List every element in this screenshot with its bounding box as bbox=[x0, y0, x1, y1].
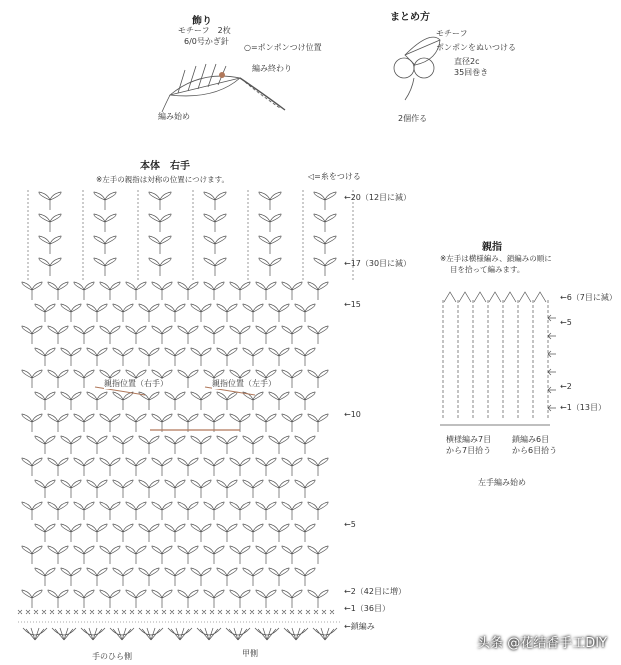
stitch-mark bbox=[308, 590, 328, 608]
stitch-mark bbox=[39, 214, 61, 232]
stitch-mark bbox=[139, 628, 163, 640]
stitch-mark bbox=[269, 348, 289, 366]
stitch-mark bbox=[191, 524, 211, 542]
stitch-mark bbox=[230, 546, 250, 564]
stitch-mark bbox=[243, 480, 263, 498]
stitch-mark bbox=[548, 315, 556, 321]
stitch-mark bbox=[226, 628, 250, 640]
stitch-mark bbox=[178, 326, 198, 344]
assembly-pompom-sew: ポンポンをぬいつける bbox=[436, 43, 516, 52]
stitch-mark bbox=[259, 236, 281, 254]
stitch-mark bbox=[35, 436, 55, 454]
thumb-start: 左手編み始め bbox=[478, 478, 526, 487]
stitch-mark bbox=[126, 282, 146, 300]
stitch-mark bbox=[152, 502, 172, 520]
stitch-mark bbox=[48, 282, 68, 300]
stitch-mark bbox=[35, 480, 55, 498]
stitch-mark bbox=[113, 348, 133, 366]
stitch-mark bbox=[269, 480, 289, 498]
stitch-mark bbox=[313, 628, 337, 640]
stitch-mark bbox=[230, 590, 250, 608]
stitch-mark bbox=[230, 282, 250, 300]
row-label-17: ←17（30目に減） bbox=[344, 259, 412, 268]
stitch-mark bbox=[113, 436, 133, 454]
stitch-mark bbox=[22, 546, 42, 564]
stitch-mark bbox=[204, 282, 224, 300]
stitch-mark bbox=[74, 590, 94, 608]
stitch-mark bbox=[48, 414, 68, 432]
stitch-mark bbox=[474, 292, 486, 302]
stitch-mark bbox=[191, 568, 211, 586]
stitch-mark bbox=[152, 282, 172, 300]
stitch-mark bbox=[217, 348, 237, 366]
stitch-mark bbox=[126, 326, 146, 344]
stitch-mark bbox=[110, 628, 134, 640]
stitch-mark bbox=[149, 236, 171, 254]
stitch-mark bbox=[459, 292, 471, 302]
stitch-mark bbox=[256, 502, 276, 520]
stitch-mark bbox=[152, 546, 172, 564]
stitch-mark bbox=[204, 414, 224, 432]
stitch-mark bbox=[74, 370, 94, 388]
stitch-mark bbox=[191, 392, 211, 410]
stitch-mark bbox=[308, 458, 328, 476]
stitch-mark bbox=[74, 546, 94, 564]
stitch-mark bbox=[61, 568, 81, 586]
stitch-mark bbox=[74, 458, 94, 476]
stitch-mark bbox=[256, 326, 276, 344]
stitch-mark bbox=[126, 502, 146, 520]
thumb-pick2-b: から6目拾う bbox=[512, 446, 558, 455]
stitch-mark bbox=[217, 524, 237, 542]
stitch-mark bbox=[256, 282, 276, 300]
stitch-mark bbox=[61, 304, 81, 322]
stitch-mark bbox=[126, 414, 146, 432]
stitch-mark bbox=[81, 628, 105, 640]
stitch-mark bbox=[100, 458, 120, 476]
stitch-mark bbox=[61, 348, 81, 366]
body-note: ※左手の親指は対称の位置につけます。 bbox=[96, 175, 230, 184]
stitch-mark bbox=[217, 392, 237, 410]
stitch-mark bbox=[548, 387, 556, 393]
assembly-motif: モチーフ bbox=[436, 29, 468, 38]
stitch-mark bbox=[35, 348, 55, 366]
stitch-mark bbox=[178, 546, 198, 564]
stitch-mark bbox=[35, 392, 55, 410]
stitch-mark bbox=[87, 436, 107, 454]
assembly-make2: 2個作る bbox=[398, 114, 428, 123]
stitch-mark bbox=[152, 590, 172, 608]
stitch-mark bbox=[152, 458, 172, 476]
stitch-mark bbox=[52, 628, 76, 640]
stitch-mark bbox=[204, 590, 224, 608]
stitch-mark bbox=[74, 502, 94, 520]
row-label-chain: ←鎖編み bbox=[344, 622, 375, 631]
thumb-row-1: ←1（13目） bbox=[560, 403, 606, 412]
row-label-2: ←2（42目に増） bbox=[344, 587, 406, 596]
stitch-mark bbox=[197, 628, 221, 640]
stitch-mark bbox=[178, 590, 198, 608]
stitch-mark bbox=[48, 546, 68, 564]
stitch-mark bbox=[308, 370, 328, 388]
stitch-mark bbox=[48, 502, 68, 520]
main-body-chart bbox=[18, 190, 353, 640]
stitch-mark bbox=[22, 326, 42, 344]
thumb-chart bbox=[440, 292, 556, 425]
row-label-20: ←20（12目に減） bbox=[344, 193, 412, 202]
decoration-motif: モチーフ 2枚 bbox=[178, 26, 231, 35]
stitch-mark bbox=[113, 392, 133, 410]
stitch-mark bbox=[94, 192, 116, 210]
stitch-mark bbox=[243, 568, 263, 586]
stitch-mark bbox=[35, 568, 55, 586]
stitch-mark bbox=[282, 546, 302, 564]
stitch-mark bbox=[269, 436, 289, 454]
stitch-mark bbox=[308, 502, 328, 520]
stitch-mark bbox=[165, 348, 185, 366]
stitch-mark bbox=[48, 590, 68, 608]
stitch-mark bbox=[139, 480, 159, 498]
row-label-10: ←10 bbox=[344, 410, 361, 419]
stitch-mark bbox=[230, 458, 250, 476]
stitch-mark bbox=[39, 236, 61, 254]
stitch-mark bbox=[295, 568, 315, 586]
stitch-mark bbox=[149, 192, 171, 210]
stitch-mark bbox=[256, 546, 276, 564]
stitch-mark bbox=[39, 192, 61, 210]
stitch-mark bbox=[282, 590, 302, 608]
stitch-mark bbox=[178, 282, 198, 300]
stitch-mark bbox=[178, 370, 198, 388]
body-title: 本体 右手 bbox=[140, 161, 190, 172]
stitch-mark bbox=[295, 524, 315, 542]
stitch-mark bbox=[48, 370, 68, 388]
stitch-mark bbox=[94, 236, 116, 254]
body-thumb-right: 親指位置（右手） bbox=[104, 379, 168, 388]
body-back-side: 甲側 bbox=[242, 649, 258, 658]
stitch-mark bbox=[152, 326, 172, 344]
stitch-mark bbox=[39, 258, 61, 276]
stitch-mark bbox=[22, 458, 42, 476]
stitch-mark bbox=[100, 282, 120, 300]
body-yarn-attach: ◁=糸をつける bbox=[308, 172, 361, 181]
thumb-row-2: ←2 bbox=[560, 382, 572, 391]
stitch-mark bbox=[165, 304, 185, 322]
stitch-mark bbox=[282, 502, 302, 520]
body-thumb-left: 親指位置（左手） bbox=[212, 379, 276, 388]
row-label-5: ←5 bbox=[344, 520, 356, 529]
stitch-mark bbox=[22, 282, 42, 300]
thumb-row-6: ←6（7目に減） bbox=[560, 293, 617, 302]
stitch-mark bbox=[168, 628, 192, 640]
stitch-mark bbox=[259, 214, 281, 232]
stitch-mark bbox=[191, 304, 211, 322]
stitch-mark bbox=[149, 214, 171, 232]
stitch-mark bbox=[217, 568, 237, 586]
stitch-mark bbox=[217, 304, 237, 322]
stitch-mark bbox=[100, 546, 120, 564]
stitch-mark bbox=[191, 436, 211, 454]
decoration-pompom-pos: ○=ポンポンつけ位置 bbox=[244, 43, 322, 52]
stitch-mark bbox=[87, 480, 107, 498]
stitch-mark bbox=[243, 524, 263, 542]
stitch-mark bbox=[152, 414, 172, 432]
thumb-pick2-a: 鎖編み6目 bbox=[512, 435, 550, 444]
stitch-mark bbox=[100, 326, 120, 344]
stitch-mark bbox=[269, 304, 289, 322]
stitch-mark bbox=[178, 458, 198, 476]
stitch-mark bbox=[61, 392, 81, 410]
stitch-mark bbox=[548, 369, 556, 375]
stitch-mark bbox=[139, 304, 159, 322]
assembly-wraps: 35回巻き bbox=[454, 68, 489, 77]
stitch-mark bbox=[22, 590, 42, 608]
stitch-mark bbox=[100, 414, 120, 432]
stitch-mark bbox=[165, 568, 185, 586]
thumb-note-2: 目を拾って編みます。 bbox=[450, 265, 525, 274]
body-palm-side: 手のひら側 bbox=[92, 652, 132, 661]
stitch-mark bbox=[243, 304, 263, 322]
stitch-mark bbox=[165, 436, 185, 454]
stitch-mark bbox=[295, 392, 315, 410]
stitch-mark bbox=[230, 326, 250, 344]
stitch-mark bbox=[87, 568, 107, 586]
stitch-mark bbox=[87, 524, 107, 542]
stitch-mark bbox=[204, 502, 224, 520]
stitch-mark bbox=[504, 292, 516, 302]
stitch-mark bbox=[139, 436, 159, 454]
decoration-end: 編み終わり bbox=[252, 64, 292, 73]
stitch-mark bbox=[230, 414, 250, 432]
stitch-mark bbox=[255, 628, 279, 640]
thumb-pick1-a: 横様編み7目 bbox=[446, 435, 492, 444]
stitch-mark bbox=[269, 524, 289, 542]
stitch-mark bbox=[126, 590, 146, 608]
stitch-mark bbox=[165, 524, 185, 542]
stitch-mark bbox=[548, 405, 556, 411]
stitch-mark bbox=[282, 370, 302, 388]
stitch-mark bbox=[22, 414, 42, 432]
assembly-diagram bbox=[394, 37, 440, 100]
stitch-mark bbox=[139, 524, 159, 542]
stitch-mark bbox=[314, 236, 336, 254]
stitch-mark bbox=[74, 326, 94, 344]
stitch-mark bbox=[256, 458, 276, 476]
stitch-mark bbox=[35, 524, 55, 542]
stitch-mark bbox=[259, 258, 281, 276]
stitch-mark bbox=[489, 292, 501, 302]
stitch-mark bbox=[139, 348, 159, 366]
stitch-mark bbox=[113, 304, 133, 322]
stitch-mark bbox=[48, 326, 68, 344]
stitch-mark bbox=[243, 348, 263, 366]
stitch-mark bbox=[48, 458, 68, 476]
stitch-mark bbox=[314, 192, 336, 210]
stitch-mark bbox=[204, 192, 226, 210]
stitch-mark bbox=[178, 502, 198, 520]
stitch-mark bbox=[308, 326, 328, 344]
thumb-title: 親指 bbox=[482, 242, 502, 253]
assembly-title: まとめ方 bbox=[390, 12, 430, 23]
stitch-mark bbox=[295, 348, 315, 366]
stitch-mark bbox=[269, 392, 289, 410]
stitch-mark bbox=[61, 436, 81, 454]
stitch-mark bbox=[269, 568, 289, 586]
stitch-mark bbox=[548, 333, 556, 339]
stitch-mark bbox=[165, 480, 185, 498]
stitch-mark bbox=[217, 436, 237, 454]
row-label-15: ←15 bbox=[344, 300, 361, 309]
stitch-mark bbox=[534, 292, 546, 302]
stitch-mark bbox=[113, 568, 133, 586]
stitch-mark bbox=[126, 458, 146, 476]
stitch-mark bbox=[243, 436, 263, 454]
decoration-title: 飾り bbox=[192, 16, 212, 27]
row-label-1: ←1（36目） bbox=[344, 604, 390, 613]
stitch-mark bbox=[204, 458, 224, 476]
stitch-mark bbox=[204, 326, 224, 344]
stitch-mark bbox=[295, 480, 315, 498]
stitch-mark bbox=[230, 502, 250, 520]
stitch-mark bbox=[61, 480, 81, 498]
stitch-mark bbox=[217, 480, 237, 498]
stitch-mark bbox=[308, 546, 328, 564]
stitch-mark bbox=[87, 392, 107, 410]
stitch-mark bbox=[87, 304, 107, 322]
stitch-mark bbox=[444, 292, 456, 302]
stitch-mark bbox=[204, 546, 224, 564]
thumb-pick1-b: から7目拾う bbox=[446, 446, 492, 455]
stitch-mark bbox=[23, 628, 47, 640]
stitch-mark bbox=[256, 590, 276, 608]
stitch-mark bbox=[22, 502, 42, 520]
stitch-mark bbox=[149, 258, 171, 276]
stitch-mark bbox=[256, 414, 276, 432]
stitch-mark bbox=[100, 590, 120, 608]
stitch-mark bbox=[295, 304, 315, 322]
stitch-mark bbox=[178, 414, 198, 432]
stitch-mark bbox=[308, 414, 328, 432]
stitch-mark bbox=[139, 568, 159, 586]
stitch-mark bbox=[126, 546, 146, 564]
watermark: 头条 @花结香手工DIY bbox=[477, 636, 607, 651]
stitch-mark bbox=[519, 292, 531, 302]
stitch-mark bbox=[61, 524, 81, 542]
decoration-hook: 6/0号かぎ針 bbox=[184, 37, 229, 46]
stitch-mark bbox=[282, 414, 302, 432]
stitch-mark bbox=[282, 326, 302, 344]
stitch-mark bbox=[314, 214, 336, 232]
stitch-mark bbox=[282, 458, 302, 476]
stitch-mark bbox=[18, 610, 334, 614]
stitch-mark bbox=[284, 628, 308, 640]
stitch-mark bbox=[113, 480, 133, 498]
stitch-mark bbox=[94, 214, 116, 232]
stitch-mark bbox=[204, 258, 226, 276]
stitch-mark bbox=[548, 351, 556, 357]
stitch-mark bbox=[165, 392, 185, 410]
decoration-start: 編み始め bbox=[158, 112, 190, 121]
stitch-mark bbox=[191, 348, 211, 366]
stitch-mark bbox=[87, 348, 107, 366]
stitch-mark bbox=[191, 480, 211, 498]
stitch-mark bbox=[113, 524, 133, 542]
stitch-mark bbox=[100, 502, 120, 520]
stitch-mark bbox=[204, 214, 226, 232]
stitch-mark bbox=[94, 258, 116, 276]
stitch-mark bbox=[282, 282, 302, 300]
stitch-mark bbox=[295, 436, 315, 454]
thumb-row-5: ←5 bbox=[560, 318, 572, 327]
stitch-mark bbox=[22, 370, 42, 388]
stitch-mark bbox=[74, 414, 94, 432]
thumb-note-1: ※左手は横様編み、鎖編みの順に bbox=[440, 254, 552, 263]
stitch-mark bbox=[259, 192, 281, 210]
stitch-mark bbox=[314, 258, 336, 276]
stitch-mark bbox=[74, 282, 94, 300]
stitch-mark bbox=[308, 282, 328, 300]
stitch-mark bbox=[204, 236, 226, 254]
assembly-diameter: 直径2c bbox=[454, 57, 480, 66]
stitch-mark bbox=[35, 304, 55, 322]
